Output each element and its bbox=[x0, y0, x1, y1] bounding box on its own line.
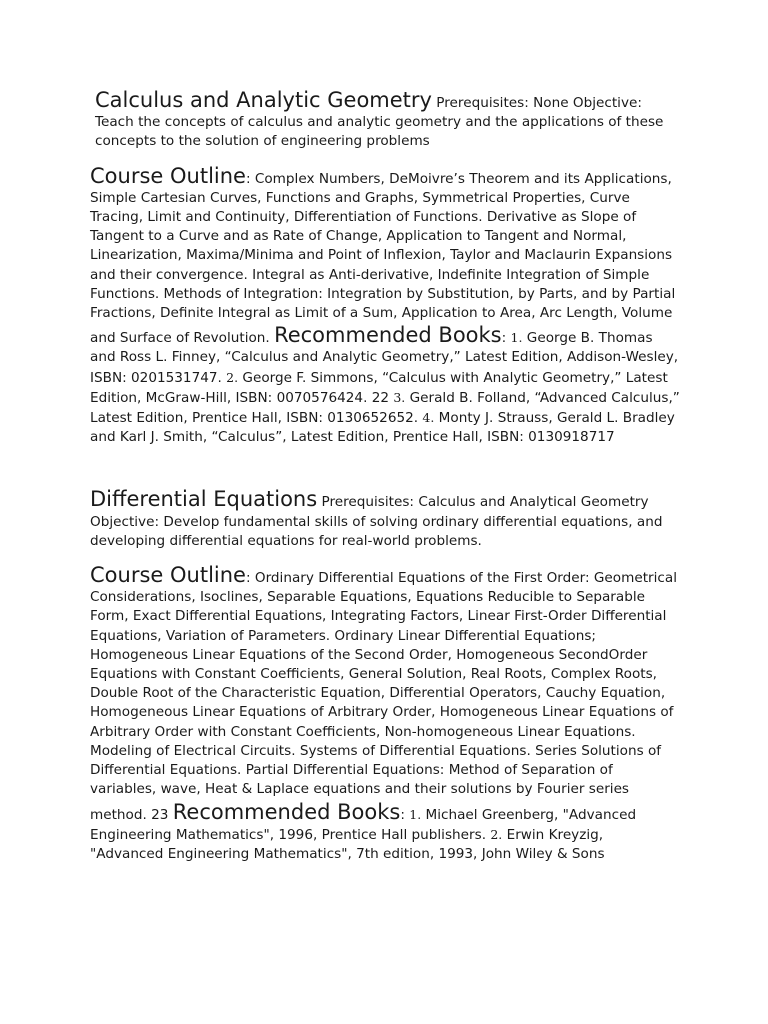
course1-book3-number: 3. bbox=[393, 389, 406, 405]
course2-books-sep: : bbox=[400, 806, 410, 823]
course1-book4-text: Monty J. Strauss, Gerald L. Bradley and Karl J. Smith, “Calculus”, Latest Edition, Prentice Hall, ISBN: 0130918717 bbox=[90, 410, 675, 446]
course2-books-heading: Recommended Books bbox=[172, 799, 401, 824]
document-page bbox=[90, 88, 680, 864]
course1-book3-text: Gerald B. Folland, “Advanced Calculus,” Latest Edition, Prentice Hall, ISBN: 0130652652. bbox=[90, 389, 680, 427]
course1-intro-paragraph bbox=[90, 88, 680, 152]
course2-outline-text: : Ordinary Differential Equations of the First Order: Geometrical Considerations, Isoclines, Separable Equations, Equations Reducible to Separable Form, Exact Differential Equations, Integrating Factors, Linear First-Order Differential Equations, Variation of Parameters. Ordinary Linear Differential Equations; Homogeneous Linear Equations of the Second Order, Homogeneous SecondOrder Equations with Constant Coefficients, General Solution, Real Roots, Complex Roots, Double Root of the Characteristic Equation, Differential Operators, Cauchy Equation, Homogeneous Linear Equations of Arbitrary Order, Homogeneous Linear Equations of Arbitrary Order with Constant Coefficients, Non-homogeneous Linear Equations. Modeling of Electrical Circuits. Systems of Differential Equations. Series Solutions of Differential Equations. Partial Differential Equations: Method of Separation of variables, wave, Heat & Laplace equations and their solutions by Fourier series method. 23 bbox=[90, 570, 677, 823]
course1-book4-number: 4. bbox=[422, 410, 435, 426]
course1-books-sep: : bbox=[501, 330, 511, 347]
course2-outline-heading: Course Outline bbox=[90, 563, 246, 588]
course1-book2-text: George F. Simmons, “Calculus with Analytic Geometry,” Latest Edition, McGraw-Hill, ISBN: 0070576424. 22 bbox=[90, 369, 668, 406]
course2-title: Differential Equations bbox=[90, 487, 318, 512]
course2-book1-number: 1. bbox=[409, 806, 422, 822]
course2-outline-paragraph bbox=[90, 563, 680, 864]
course1-title: Calculus and Analytic Geometry bbox=[95, 88, 432, 112]
course1-intro-text: Prerequisites: None Objective: Teach the concepts of calculus and analytic geometry and the applications of these concepts to the solution of engineering problems bbox=[95, 95, 664, 150]
course1-books-heading: Recommended Books bbox=[274, 323, 502, 348]
course1-outline-text: : Complex Numbers, DeMoivre’s Theorem and its Applications, Simple Cartesian Curves, Functions and Graphs, Symmetrical Properties, Curve Tracing, Limit and Continuity, Differentiation of Functions. Derivative as Slope of Tangent to a Curve and as Rate of Change, Application to Tangent and Normal, Linearization, Maxima/Minima and Point of Inflexion, Taylor and Maclaurin Expansions and their convergence. Integral as Anti-derivative, Indefinite Integration of Simple Functions. Methods of Integration: Integration by Substitution, by Parts, and by Partial Fractions, Definite Integral as Limit of a Sum, Application to Area, Arc Length, Volume and Surface of Revolution. bbox=[90, 170, 676, 347]
course2-intro-paragraph bbox=[90, 487, 680, 551]
course2-intro-text: Prerequisites: Calculus and Analytical Geometry Objective: Develop fundamental skills of solving ordinary differential equations, and developing differential equations for real-world problems. bbox=[90, 494, 663, 549]
course1-book2-number: 2. bbox=[226, 369, 239, 385]
course1-book1-text: George B. Thomas and Ross L. Finney, “Calculus and Analytic Geometry,” Latest Edition, Addison-Wesley, ISBN: 0201531747. bbox=[90, 330, 679, 386]
course2-book1-text: Michael Greenberg, "Advanced Engineering Mathematics", 1996, Prentice Hall publishers. bbox=[90, 806, 637, 843]
course2-book2-text: Erwin Kreyzig, "Advanced Engineering Mathematics", 7th edition, 1993, John Wiley & Sons bbox=[90, 826, 605, 862]
course1-outline-paragraph bbox=[90, 164, 680, 448]
course1-book1-number: 1. bbox=[510, 330, 523, 346]
course2-book2-number: 2. bbox=[490, 826, 503, 842]
course1-outline-heading: Course Outline bbox=[90, 163, 246, 188]
